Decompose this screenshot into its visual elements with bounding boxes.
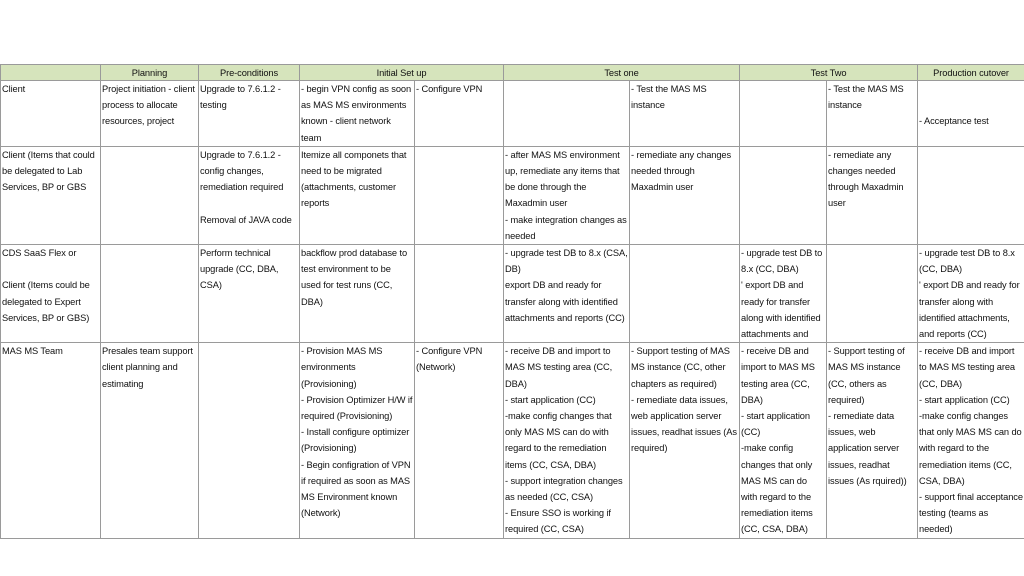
cell-test2-a: - receive DB and import to MAS MS testing area (CC, DBA) - start application (CC) -make config changes that only MAS MS can do with regard to the remediation items (CC, CSA, DBA): [740, 343, 827, 538]
cell-test2-a: - upgrade test DB to 8.x (CC, DBA) ' export DB and ready for transfer along with identified attachments and: [740, 245, 827, 343]
cell-cutover: [918, 146, 1024, 244]
cell-setup-b: - Configure VPN: [415, 81, 504, 147]
cell-test2-a: [740, 146, 827, 244]
cell-test2-b: [827, 245, 918, 343]
cell-preconditions: Upgrade to 7.6.1.2 - config changes, remediation required Removal of JAVA code: [199, 146, 300, 244]
header-production-cutover: Production cutover: [918, 65, 1024, 81]
header-planning: Planning: [101, 65, 199, 81]
table-row-cds-saas: [1, 245, 1024, 343]
table-row-client-delegated: [1, 146, 1024, 244]
cell-test1-b: - Test the MAS MS instance: [630, 81, 740, 147]
cell-setup-b: - Configure VPN (Network): [415, 343, 504, 538]
cell-preconditions: Upgrade to 7.6.1.2 - testing: [199, 81, 300, 147]
cell-test2-a: [740, 81, 827, 147]
cell-planning: [101, 245, 199, 343]
header-test-two: Test Two: [740, 65, 918, 81]
cell-test2-b: - Support testing of MAS MS instance (CC, others as required) - remediate data issues, web application server issues, readhat issues (As rquired)): [827, 343, 918, 538]
header-blank: [1, 65, 101, 81]
cell-setup-b: [415, 245, 504, 343]
migration-plan-table: [0, 64, 1024, 539]
header-test-one: Test one: [504, 65, 740, 81]
table-row-mas-ms-team: [1, 343, 1024, 538]
cell-setup-a: Itemize all componets that need to be migrated (attachments, customer reports: [300, 146, 415, 244]
cell-cutover: - upgrade test DB to 8.x (CC, DBA) ' export DB and ready for transfer along with identified attachments, and reports (CC): [918, 245, 1024, 343]
cell-role: Client (Items that could be delegated to Lab Services, BP or GBS: [1, 146, 101, 244]
header-row: [1, 65, 1024, 81]
cell-role: Client: [1, 81, 101, 147]
cell-setup-a: - Provision MAS MS environments (Provisioning) - Provision Optimizer H/W if required (Provisioning) - Install configure optimizer (Provisioning) - Begin configration of VPN if required as soon as MAS MS Environment known (Network): [300, 343, 415, 538]
cell-planning: Presales team support client planning and estimating: [101, 343, 199, 538]
header-initial-setup: Initial Set up: [300, 65, 504, 81]
cell-planning: Project initiation - client process to allocate resources, project: [101, 81, 199, 147]
cell-test1-b: [630, 245, 740, 343]
cell-setup-b: [415, 146, 504, 244]
cell-cutover: - receive DB and import to MAS MS testing area (CC, DBA) - start application (CC) -make config changes that only MAS MS can do with regard to the remediation items (CC, CSA, DBA) - support final acceptance testing (teams as needed): [918, 343, 1024, 538]
cell-role: CDS SaaS Flex or Client (Items could be delegated to Expert Services, BP or GBS): [1, 245, 101, 343]
cell-preconditions: Perform technical upgrade (CC, DBA, CSA): [199, 245, 300, 343]
table-row-client: [1, 81, 1024, 147]
cell-test1-b: - Support testing of MAS MS instance (CC, other chapters as required) - remediate data issues, web application server issues, readhat issues (As required): [630, 343, 740, 538]
cell-preconditions: [199, 343, 300, 538]
cell-test1-b: - remediate any changes needed through Maxadmin user: [630, 146, 740, 244]
cell-role: MAS MS Team: [1, 343, 101, 538]
cell-setup-a: - begin VPN config as soon as MAS MS environments known - client network team: [300, 81, 415, 147]
cell-test2-b: - Test the MAS MS instance: [827, 81, 918, 147]
cell-test1-a: - receive DB and import to MAS MS testing area (CC, DBA) - start application (CC) -make config changes that only MAS MS can do with regard to the remediation items (CC, CSA, DBA) - support integration changes as needed (CC, CSA) - Ensure SSO is working if required (CC, CSA): [504, 343, 630, 538]
cell-setup-a: backflow prod database to test environment to be used for test runs (CC, DBA): [300, 245, 415, 343]
header-preconditions: Pre-conditions: [199, 65, 300, 81]
cell-planning: [101, 146, 199, 244]
cell-test2-b: - remediate any changes needed through Maxadmin user: [827, 146, 918, 244]
cell-test1-a: - upgrade test DB to 8.x (CSA, DB) export DB and ready for transfer along with identified attachments and reports (CC): [504, 245, 630, 343]
cell-cutover: - Acceptance test: [918, 81, 1024, 147]
cell-test1-a: [504, 81, 630, 147]
cell-test1-a: - after MAS MS environment up, remediate any items that be done through the Maxadmin user - make integration changes as needed: [504, 146, 630, 244]
